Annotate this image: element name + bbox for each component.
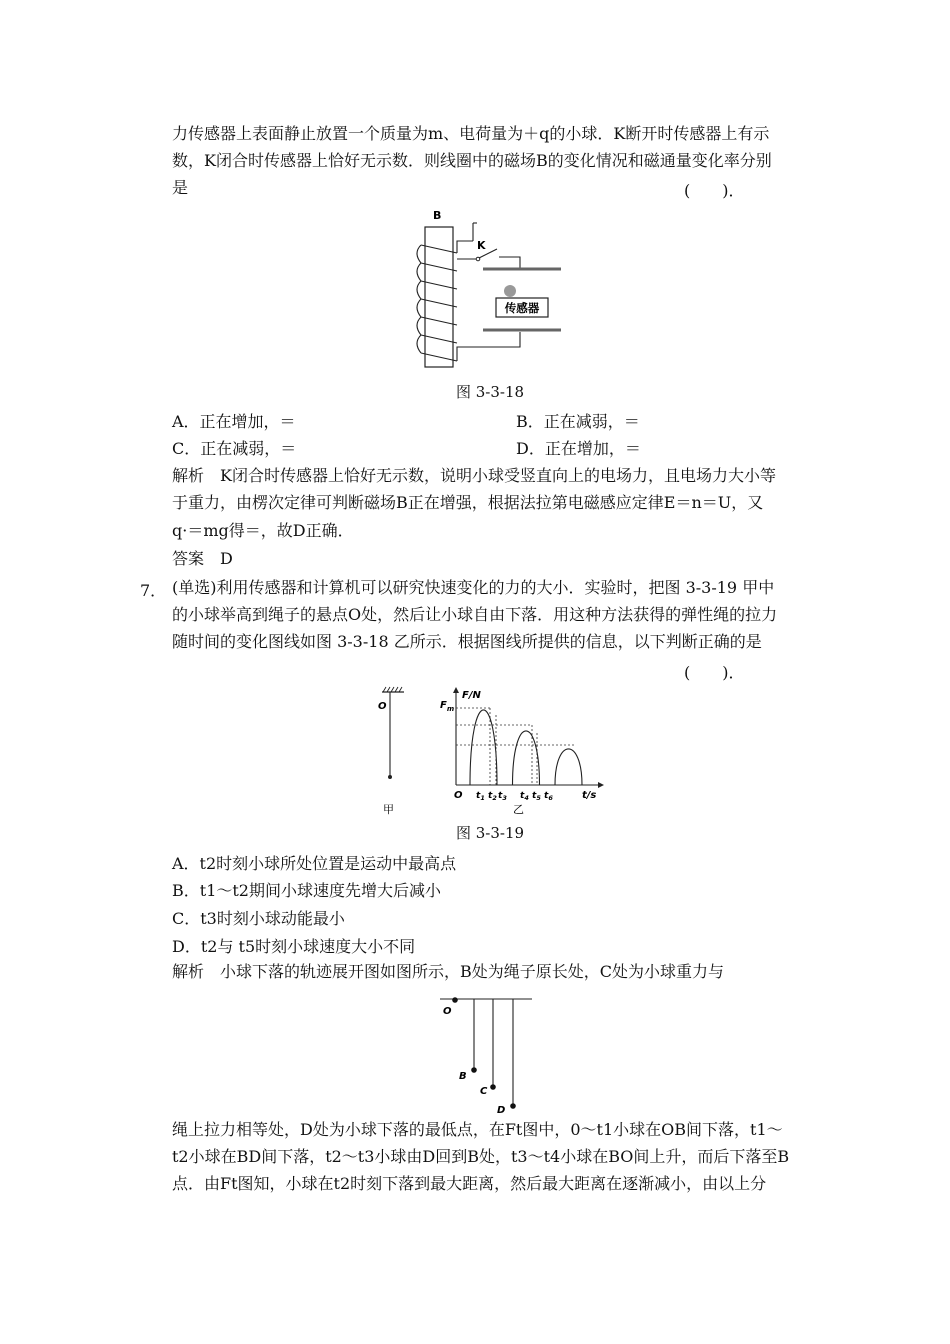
q6-solution-line-3: q·＝mg得＝，故D正确． [172,521,354,540]
tick-label-t6: $t_6$ [544,791,553,802]
tick-label-t4: $t_4$ [520,791,529,802]
q7-line-3: 随时间的变化图线如图 3-3-18 乙所示．根据图线所提供的信息，以下判断正确的是 [172,632,762,651]
sensor-label: 传感器 [504,301,540,315]
fig19-label-o: O [378,701,387,712]
q7-solution-line-2: 绳上拉力相等处，D处为小球下落的最低点，在Ft图中，0～t1小球在OB间下落，t1～ [172,1120,783,1139]
q6-solution-line-2: 于重力，由楞次定律可判断磁场B正在增强，根据法拉第电磁感应定律E＝n＝U，又 [172,493,764,512]
fig19-caption: 图 3-3-19 [456,824,525,842]
point-d [510,1103,516,1109]
fig18-label-k: K [477,239,486,252]
tick-label-t3: $t_3$ [498,791,507,802]
fig18-label-b: B [433,209,442,222]
figure-coil-sensor [395,205,575,375]
q6-answer: 答案 D [172,549,233,568]
q6-option-a: A．正在增加，＝ [172,412,296,431]
fm-label: $F_m$ [440,700,455,713]
fig19-label-jia: 甲 [383,803,394,815]
q6-option-c: C．正在减弱，＝ [172,439,297,458]
charged-ball [504,285,516,297]
track-label-c: C [480,1086,488,1097]
q7-solution-line-1: 解析 小球下落的轨迹展开图如图所示，B处为绳子原长处，C处为小球重力与 [172,962,725,981]
force-pulse-2 [513,731,540,785]
fig19-ball [388,775,392,779]
q7-line-1: (单选)利用传感器和计算机可以研究快速变化的力的大小．实验时，把图 3-3-19 甲中 [172,578,775,597]
figure-trajectory [436,994,536,1114]
x-axis-label: t/s [582,790,597,801]
intro-line-2: 数，K闭合时传感器上恰好无示数．则线圈中的磁场B的变化情况和磁通量变化率分别 [172,151,772,170]
q7-option-c: C．t3时刻小球动能最小 [172,909,345,928]
intro-line-3: 是 [172,178,189,197]
intro-line-1: 力传感器上表面静止放置一个质量为m、电荷量为＋q的小球．K断开时传感器上有示 [172,124,770,143]
fig19-label-yi: 乙 [513,803,524,815]
q6-answer-paren: ( )． [684,181,745,200]
track-label-b: B [459,1071,467,1082]
y-axis-label: F/N [462,690,481,701]
q7-option-b: B．t1～t2期间小球速度先增大后减小 [172,881,441,900]
track-label-d: D [497,1105,506,1114]
force-curve [470,710,582,785]
point-b [471,1067,477,1073]
force-pulse-1 [470,710,497,785]
q7-solution-line-3: t2小球在BD间下落，t2～t3小球由D回到B处，t3～t4小球在BO间上升，而后下落至B [172,1147,790,1166]
fig18-caption: 图 3-3-18 [456,383,525,401]
q6-option-d: D．正在增加，＝ [516,439,641,458]
point-o [452,997,458,1003]
q6-option-b: B．正在减弱，＝ [516,412,640,431]
q7-number: 7． [140,581,167,600]
tick-label-t2: $t_2$ [488,791,497,802]
figure-force-time [370,685,610,815]
track-label-o: O [443,1006,452,1017]
origin-label: O [454,790,463,801]
force-pulse-3 [555,749,582,785]
q7-answer-paren: ( )． [684,663,745,682]
tick-label-t5: $t_5$ [532,791,541,802]
q6-solution-line-1: 解析 K闭合时传感器上恰好无示数，说明小球受竖直向上的电场力，且电场力大小等 [172,466,776,485]
q7-option-d: D．t2与 t5时刻小球速度大小不同 [172,937,416,956]
q7-line-2: 的小球举高到绳子的悬点O处，然后让小球自由下落．用这种方法获得的弹性绳的拉力 [172,605,778,624]
q7-solution-line-4: 点．由Ft图知，小球在t2时刻下落到最大距离，然后最大距离在逐渐减小，由以上分 [172,1174,767,1193]
q7-option-a: A．t2时刻小球所处位置是运动中最高点 [172,854,457,873]
tick-label-t1: $t_1$ [476,791,485,802]
point-c [490,1084,496,1090]
